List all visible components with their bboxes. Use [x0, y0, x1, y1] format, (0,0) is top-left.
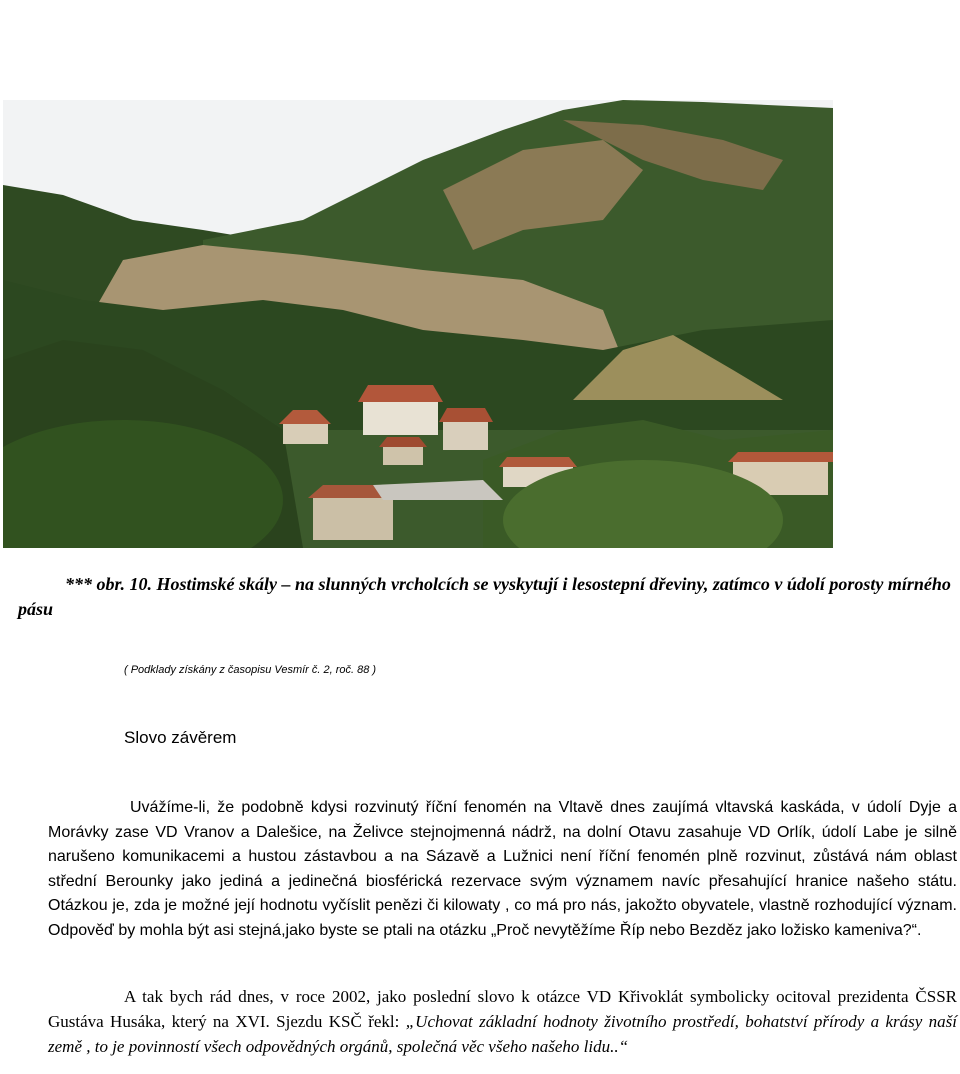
figure-caption [18, 572, 953, 622]
paragraph-1 [48, 796, 957, 943]
landscape-photo [3, 100, 833, 548]
figure-source: ( Podklady získány z časopisu Vesmír č. 2, roč. 88 ) [124, 664, 377, 676]
section-heading: Slovo závěrem [124, 728, 237, 747]
paragraph-1-text: Uvážíme-li, že podobně kdysi rozvinutý říční fenomén na Vltavě dnes zaujímá vltavská kaskáda, v údolí Dyje a Morávky zase VD Vranov a Dalešice, na Želivce stejnojmenná nádrž, na dolní Otavu zasahuje VD Orlík, údolí Labe je silně narušeno komunikacemi a hustou zástavbou a na Sázavě a Lužnici není říční fenomén plně rozvinut, zůstává nám oblast střední Berounky jako jediná a jedinečná biosférická rezervace svým významem navíc přesahující hranice našeho státu. Otázkou je, zda je možné její hodnotu vyčíslit penězi či kilowaty , co má pro nás, jakožto obyvatele, vlastně rozhodující význam. Odpověď by mohla být asi stejná,jako byste se ptali na otázku „Proč nevytěžíme Říp nebo Bezděz jako ložisko kameniva?“. [48, 799, 957, 939]
figure-caption-text: Hostimské skály – na slunných vrcholcích se vyskytují i lesostepní dřeviny, zatímco v údolí porosty mírného pásu [18, 574, 951, 619]
hills-village-illustration [3, 100, 833, 548]
figure-number: *** obr. 10. [65, 574, 153, 594]
paragraph-2 [48, 984, 957, 1059]
husak-quote: „Uchovat základní hodnoty životního prostředí, bohatství přírody a krásy naší země , to je povinností všech odpovědných orgánů, společná věc všeho našeho lidu..“ [48, 1012, 957, 1056]
paragraph-2-text: A tak bych rád dnes, v roce 2002, jako poslední slovo k otázce VD Křivoklát symbolicky ocitoval prezidenta ČSSR Gustáva Husáka, který na XVI. Sjezdu KSČ řekl: [48, 987, 957, 1031]
